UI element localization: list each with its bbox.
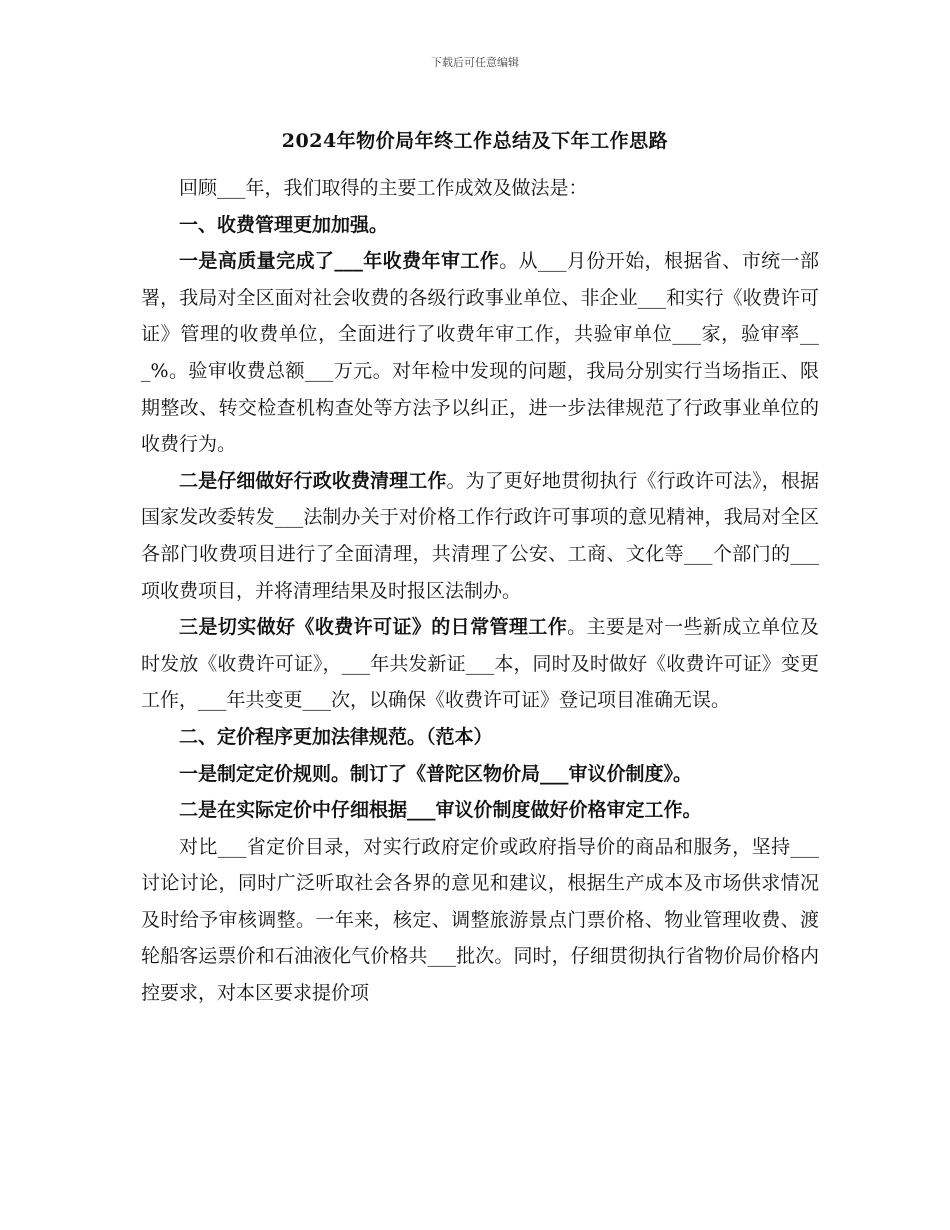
paragraph-license-management (141, 609, 819, 719)
section-heading-1: 一、收费管理更加加强。 (179, 213, 389, 236)
paragraph-text: 。主要是对一些新成立单位及时发放《收费许可证》，___年共发新证___本，同时及时做好《收费许可证》变更工作，___年共变更___次，以确保《收费许可证》登记项目准确无误。 (141, 616, 819, 712)
document-title: 2024年物价局年终工作总结及下年工作思路 (281, 130, 669, 152)
paragraph-text: 。从___月份开始，根据省、市统一部署，我局对全区面对社会收费的各级行政事业单位、非企业___和实行《收费许可证》管理的收费单位，全面进行了收费年审工作，共验审单位___家，验审率___%。验审收费总额___万元。对年检中发现的问题，我局分别实行当场指正、限期整改、转交检查机构查处等方法予以纠正，进一步法律规范了行政事业单位的收费行为。 (141, 250, 819, 456)
paragraph-lead: 三是切实做好《收费许可证》的日常管理工作 (179, 616, 568, 639)
paragraph-pricing-review: 二是在实际定价中仔细根据___审议价制度做好价格审定工作。 (179, 799, 702, 822)
section-heading-2: 二、定价程序更加法律规范。（范本） (179, 725, 493, 748)
paragraph-annual-review (141, 243, 819, 463)
intro-paragraph: 回顾___年，我们取得的主要工作成效及做法是： (179, 177, 588, 199)
document-body (141, 170, 819, 1012)
paragraph-fee-cleanup (141, 463, 819, 609)
paragraph-lead: 二是仔细做好行政收费清理工作 (179, 469, 447, 492)
paragraph-lead: 一是高质量完成了___年收费年审工作 (179, 250, 500, 273)
paragraph-price-adjustment: 对比___省定价目录，对实行政府定价或政府指导价的商品和服务，坚持___讨论讨论，同时广泛听取社会各界的意见和建议，根据生产成本及市场供求情况及时给予审核调整。一年来，核定、调整旅游景点门票价格、物业管理收费、渡轮船客运票价和石油液化气价格共___批次。同时，仔细贯彻执行省物价局价格内控要求，对本区要求提价项 (141, 835, 819, 1005)
paragraph-pricing-rules: 一是制定定价规则。制订了《普陀区物价局___审议价制度》。 (179, 762, 693, 785)
paragraph-text: 。为了更好地贯彻执行《行政许可法》，根据国家发改委转发___法制办关于对价格工作行政许可事项的意见精神，我局对全区各部门收费项目进行了全面清理，共清理了公安、工商、文化等___个部门的___项收费项目，并将清理结果及时报区法制办。 (141, 469, 819, 602)
page-header-note: 下载后可任意编辑 (431, 56, 519, 69)
